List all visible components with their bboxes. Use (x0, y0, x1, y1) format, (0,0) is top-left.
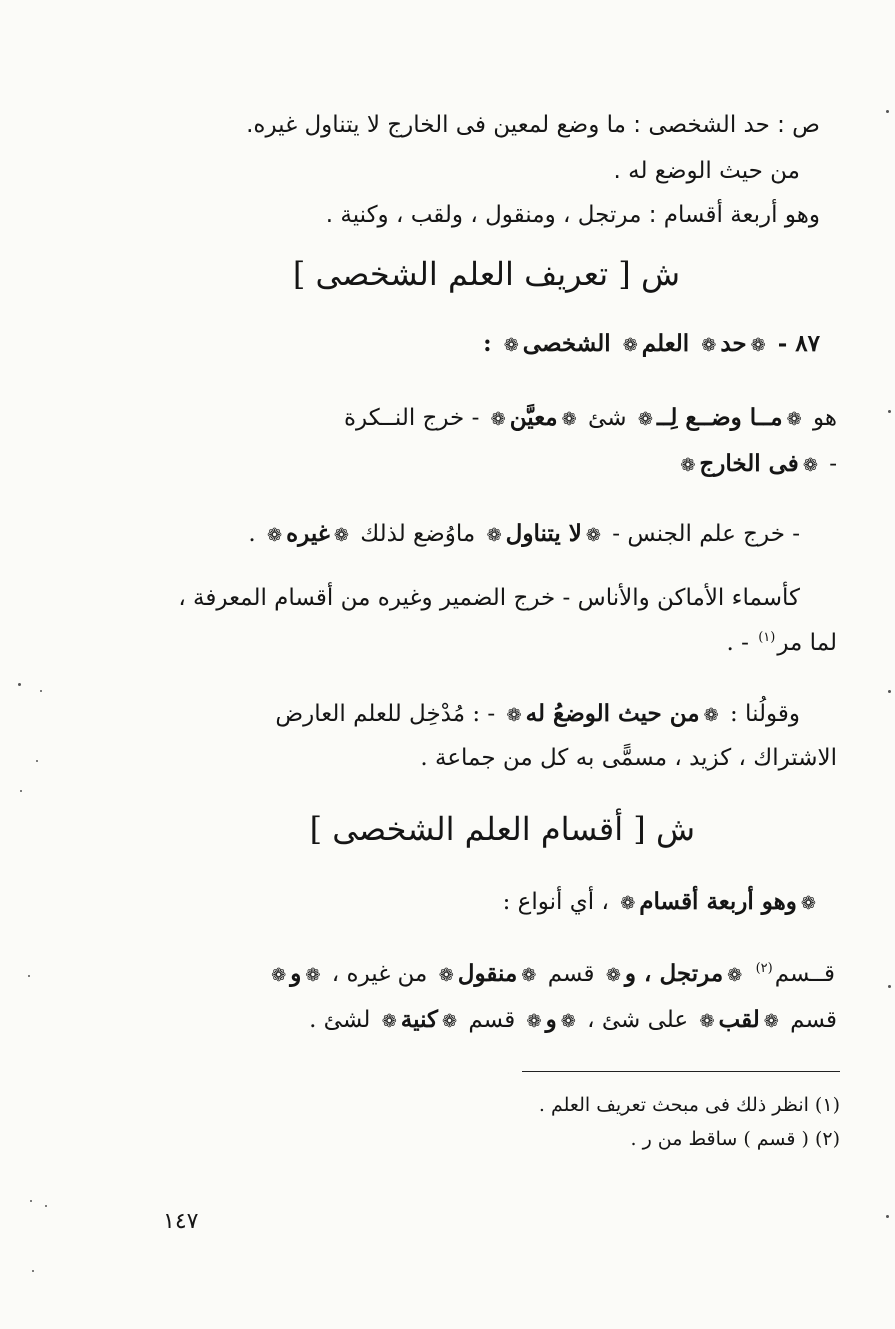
paragraph-6-line-2 (309, 1006, 837, 1035)
text-segment: قــسم (774, 961, 835, 987)
text-segment: على شئ ، (587, 1007, 689, 1033)
text-segment: . (248, 521, 256, 547)
matn-quote: مرتجل ، و (624, 960, 724, 987)
bracket-ornament-icon: ❁ (699, 1011, 715, 1032)
bracket-ornament-icon: ❁ (526, 1011, 542, 1032)
scan-speck (20, 790, 22, 792)
scan-speck (36, 760, 38, 762)
bracket-ornament-icon: ❁ (637, 409, 653, 430)
scan-speck (886, 110, 889, 113)
bracket-ornament-icon: ❁ (763, 1011, 779, 1032)
footnote-1: (١) انظر ذلك فى مبحث تعريف العلم . (538, 1094, 840, 1116)
matn-quote: منقول (457, 960, 518, 987)
paragraph-1-line-1 (344, 404, 837, 433)
text-segment: ، أي أنواع : (502, 889, 609, 915)
bracket-ornament-icon: ❁ (486, 525, 502, 546)
term-shakhsi: الشخصى (522, 330, 611, 357)
text-segment: - خرج علم الجنس - (612, 521, 800, 547)
paragraph-4-line-1 (275, 700, 800, 729)
matn-quote: معيَّن (509, 404, 558, 431)
section-heading-1: ش [ تعريف العلم الشخصى ] (292, 255, 680, 293)
bracket-ornament-icon: ❁ (727, 965, 743, 986)
text-segment: ماوُضع لذلك (360, 521, 476, 547)
paragraph-2 (248, 520, 800, 549)
bracket-ornament-icon: ❁ (605, 965, 621, 986)
bracket-ornament-icon: ❁ (521, 965, 537, 986)
scan-speck (45, 1205, 47, 1207)
matn-line-3: وهو أربعة أقسام : مرتجل ، ومنقول ، ولقب ، وكنية . (325, 202, 820, 228)
matn-line-2: من حيث الوضع له . (613, 158, 800, 184)
bracket-ornament-icon: ❁ (441, 1011, 458, 1032)
scan-speck (28, 975, 30, 977)
bracket-ornament-icon: ❁ (560, 1011, 576, 1032)
matn-quote: لقب (718, 1006, 760, 1033)
bracket-ornament-icon: ❁ (703, 705, 719, 726)
footnote-ref-2: (٢) (755, 961, 773, 977)
term-alam: العلم (641, 330, 690, 357)
text-segment: هو (812, 405, 837, 431)
matn-quote: غيره (286, 520, 330, 547)
footnote-ref-1: (١) (758, 630, 776, 646)
bracket-ornament-icon: ❁ (802, 455, 818, 476)
text-segment: - خرج النــكرة (343, 405, 480, 431)
matn-quote: و (290, 960, 302, 987)
matn-quote: مــا وضــع لِــ (656, 404, 783, 431)
matn-quote: من حيث الوضعُ له (525, 700, 700, 727)
text-segment: شئ (588, 405, 627, 431)
term-hadd: حد (720, 330, 747, 357)
matn-quote: وهو أربعة أقسام (639, 888, 797, 915)
matn-quote: فى الخارج (699, 450, 799, 477)
scan-speck (886, 1215, 889, 1218)
bracket-ornament-icon: ❁ (381, 1011, 397, 1032)
bracket-ornament-icon: ❁ (561, 409, 577, 430)
scan-speck (888, 410, 891, 413)
bracket-ornament-icon: ❁ (271, 965, 287, 986)
colon: : (483, 330, 492, 357)
text-segment: لشئ . (309, 1007, 371, 1033)
paragraph-1-line-2 (676, 450, 837, 479)
section-number: ٨٧ - (777, 330, 820, 357)
bracket-ornament-icon: ❁ (800, 893, 816, 914)
text-segment: لما مر (777, 630, 837, 656)
scan-speck (40, 690, 42, 692)
text-segment: قسم (790, 1007, 837, 1033)
bracket-ornament-icon: ❁ (680, 455, 696, 476)
text-segment: - . (726, 630, 749, 656)
bracket-ornament-icon: ❁ (305, 965, 321, 986)
matn-quote: كنية (400, 1006, 438, 1033)
bracket-ornament-icon: ❁ (620, 893, 636, 914)
text-segment: قسم (547, 961, 595, 987)
text-segment: قسم (468, 1007, 516, 1033)
bracket-ornament-icon: ❁ (622, 335, 638, 356)
paragraph-6-line-1 (267, 960, 835, 989)
scan-speck (32, 1270, 34, 1272)
text-segment: وقولُنا : (730, 701, 800, 727)
text-segment: من غيره ، (331, 961, 428, 987)
paragraph-3-line-1: كأسماء الأماكن والأناس - خرج الضمير وغيره من أقسام المعرفة ، (178, 585, 800, 611)
bracket-ornament-icon: ❁ (585, 525, 601, 546)
section-heading-2: ش [ أقسام العلم الشخصى ] (309, 810, 695, 848)
paragraph-5 (503, 888, 820, 917)
paragraph-3-line-2 (727, 630, 838, 658)
scan-speck (888, 690, 891, 693)
bracket-ornament-icon: ❁ (438, 965, 454, 986)
matn-quote: و (545, 1006, 557, 1033)
bracket-ornament-icon: ❁ (503, 335, 519, 356)
bracket-ornament-icon: ❁ (267, 525, 283, 546)
footnote-divider (522, 1071, 840, 1072)
footnote-2: (٢) ( قسم ) ساقط من ر . (630, 1128, 840, 1150)
bracket-ornament-icon: ❁ (750, 335, 766, 356)
bracket-ornament-icon: ❁ (506, 705, 522, 726)
scan-speck (888, 985, 891, 988)
scan-speck (30, 1200, 32, 1202)
bracket-ornament-icon: ❁ (786, 409, 802, 430)
bracket-ornament-icon: ❁ (333, 525, 349, 546)
paragraph-4-line-2: الاشتراك ، كزيد ، مسمًّى به كل من جماعة . (420, 745, 837, 771)
bracket-ornament-icon: ❁ (490, 409, 506, 430)
section-87-title (483, 330, 820, 358)
page-number: ١٤٧ (163, 1209, 199, 1234)
matn-line-1: ص : حد الشخصى : ما وضع لمعين فى الخارج لا يتناول غيره. (246, 112, 820, 138)
bracket-ornament-icon: ❁ (701, 335, 717, 356)
text-segment: - : مُدْخِل للعلم العارض (275, 701, 496, 727)
text-segment: - (829, 451, 837, 477)
matn-quote: لا يتناول (505, 520, 582, 547)
scan-speck (18, 683, 21, 686)
